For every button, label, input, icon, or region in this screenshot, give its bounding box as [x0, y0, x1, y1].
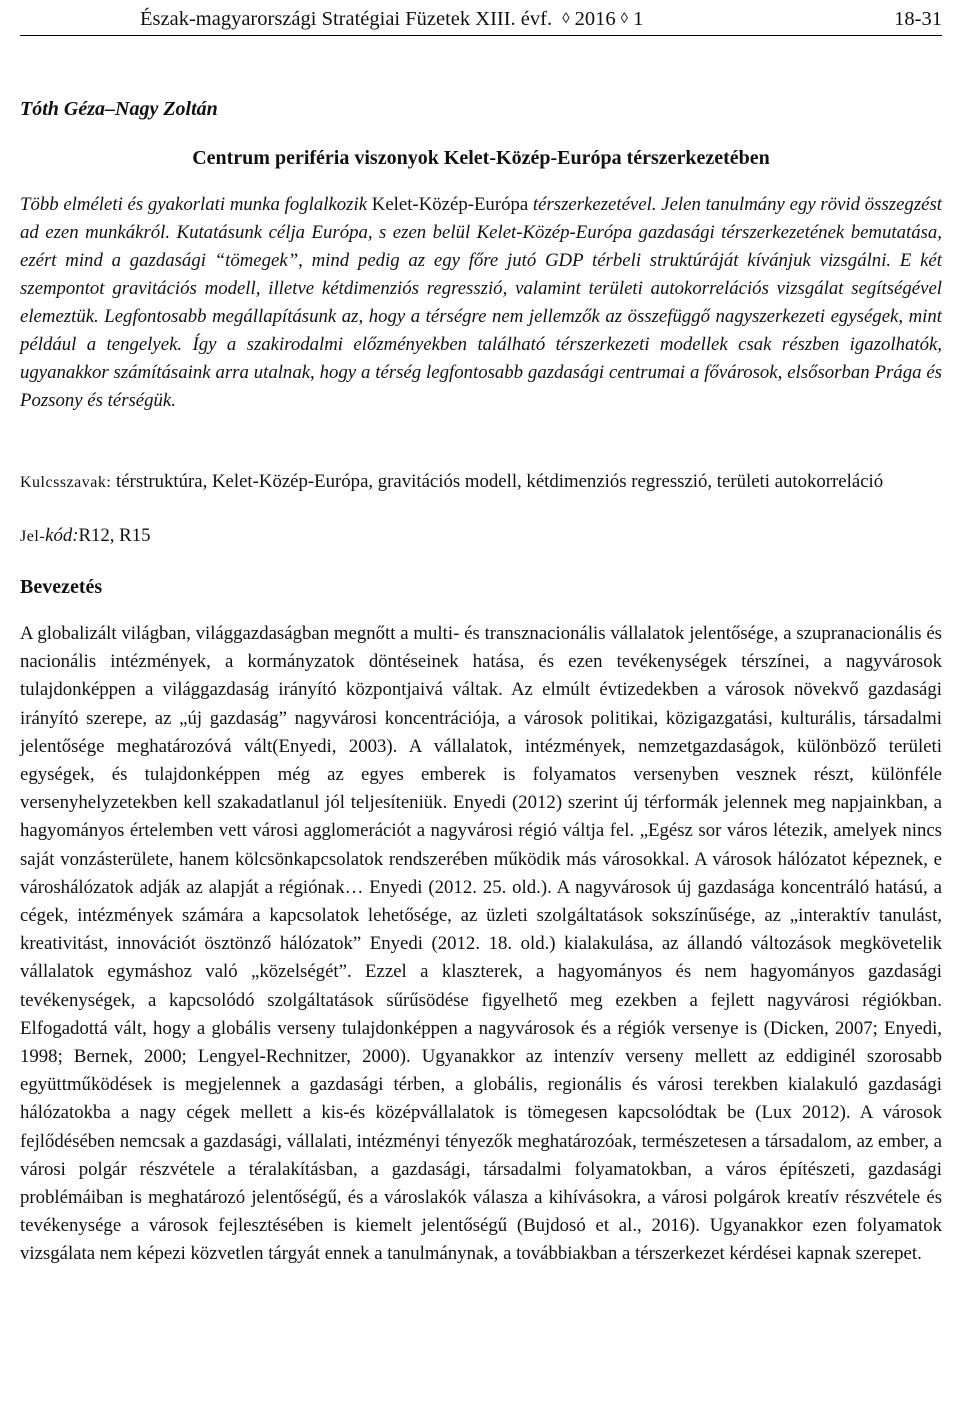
jel-label-italic: kód: [45, 525, 79, 546]
journal-citation [140, 5, 643, 33]
diamond-icon: ◊ [620, 11, 629, 27]
diamond-icon: ◊ [562, 11, 570, 27]
journal-issue: 1 [633, 8, 644, 30]
abstract-region-name: Kelet-Közép-Európa [371, 194, 529, 215]
abstract-text-1: Több elméleti és gyakorlati munka foglalkozik [20, 194, 372, 215]
keywords-text: térstruktúra, Kelet-Közép-Európa, gravitációs modell, kétdimenziós regresszió, területi autokorreláció [111, 471, 884, 492]
paper-title: Centrum periféria viszonyok Kelet-Közép-Európa térszerkezetében [192, 147, 770, 169]
abstract-text-2: térszerkezetével. Jelen tanulmány egy rövid összegzést ad ezen munkákról. Kutatásunk célja Európa, s ezen belül Kelet-Közép-Európa gazdasági térszerkezetének bemutatása, ezért mind a gazdasági “tömegek”, mind pedig az egy főre jutó GDP térbeli struktúráját kívánjuk vizsgálni. E két szempontot gravitációs modell, illetve kétdimenziós regresszió, valamint területi autokorrelációs vizsgálat segítségével elemeztük. Legfontosabb megállapításunk az, hogy a térségre nem jellemzők az összefüggő nagyszerkezeti egységek, mint például a tengelyek. Így a szakirodalmi előzményekben található térszerkezeti modellek csak részben igazolhatók, ugyanakkor számításaink arra utalnak, hogy a térség legfontosabb gazdasági centrumai a fővárosok, elsősorban Prága és Pozsony és térségük. [20, 194, 942, 411]
running-header [20, 5, 942, 36]
abstract [20, 191, 942, 415]
body-paragraph: A globalizált világban, világgazdaságban megnőtt a multi- és transznacionális vállalatok jelentősége, a szupranacionális és nacionális intézmények, a kormányzatok döntéseinek hatása, és ezen tevékenységek térszínei, a nagyvárosok tulajdonképpen a világgazdaság irányító központjaivá váltak. Az elmúlt évtizedekben a városok növekvő gazdasági irányító szerepe, az „új gazdaság” nagyvárosi koncentrációja, a városok politikai, közigazgatási, kulturális, társadalmi jelentősége meghatározóvá vált(Enyedi, 2003). A vállalatok, intézmények, nemzetgazdaságok, különböző területi egységek, és tulajdonképpen még az egyes emberek is folyamatos versenyben vesznek részt, különféle versenyhelyzetekben kell szakadatlanul jól teljesíteniük. Enyedi (2012) szerint új térformák jelennek meg napjainkban, a hagyományos értelemben vett városi agglomerációt a nagyvárosi régió váltja fel. „Egész sor város létezik, amelyek nincs saját vonzásterülete, hanem kölcsönkapcsolatok rendszerében működik más városokkal. A városok hálózatot képeznek, e városhálózatok adják az alapját a régiónak… Enyedi (2012. 25. old.). A nagyvárosok új gazdasága koncentráló hatású, a cégek, intézmények számára a kapcsolatok lehetősége, az üzleti szolgáltatások sokszínűsége, az „interaktív tanulást, kreativitást, innovációt ösztönző hálózatok” Enyedi (2012. 18. old.) kialakulása, az állandó változások megkövetelik vállalatok egymáshoz való „közelségét”. Ezzel a klaszterek, a hagyományos és nem hagyományos gazdasági tevékenységek, a kapcsolódó szolgáltatások sűrűsödése figyelhető meg ezekben a fejlett nagyvárosi régiókban. Elfogadottá vált, hogy a globális verseny tulajdonképpen a nagyvárosok és a régiók versenye is (Dicken, 2007; Enyedi, 1998; Bernek, 2000; Lengyel-Rechnitzer, 2000). Ugyanakkor az intenzív verseny mellett az eddiginél szorosabb együttműködések is megjelennek a gazdasági térben, a globális, regionális és városi terekben kialakuló gazdasági hálózatokba a nagy cégek mellett a kis-és középvállalatok is tömegesen kapcsolódtak be (Lux 2012). A városok fejlődésében nemcsak a gazdasági, vállalati, intézményi tényezők meghatározóak, természetesen a társadalom, az ember, a városi polgár részvétele a téralakításban, a gazdasági, társadalmi folyamatokban, a város építészeti, gazdasági problémáiban is meghatározó jelentőségű, és a városlakók válasza a kihívásokra, a városi polgárok kreatív részvétele és tevékenysége a városok fejlesztésében is kiemelt jelentőségű (Bujdosó et al., 2016). Ugyanakkor ezen folyamatok vizsgálata nem képezi közvetlen tárgyát ennek a tanulmánynak, a továbbiakban a térszerkezet kérdései kapnak szerepet. [20, 623, 942, 1265]
journal-year: 2016 [574, 8, 616, 30]
journal-name: Észak-magyarországi Stratégiai Füzetek XIII. évf. [140, 8, 553, 30]
jel-label: Jel- [20, 528, 46, 545]
jel-codes [20, 522, 151, 550]
keywords [20, 468, 942, 496]
authors: Tóth Géza–Nagy Zoltán [20, 98, 218, 120]
section-heading: Bevezetés [20, 576, 103, 598]
keywords-label: Kulcsszavak: [20, 474, 112, 491]
page-range: 18-31 [894, 8, 942, 30]
jel-code-values: R12, R15 [78, 525, 151, 546]
